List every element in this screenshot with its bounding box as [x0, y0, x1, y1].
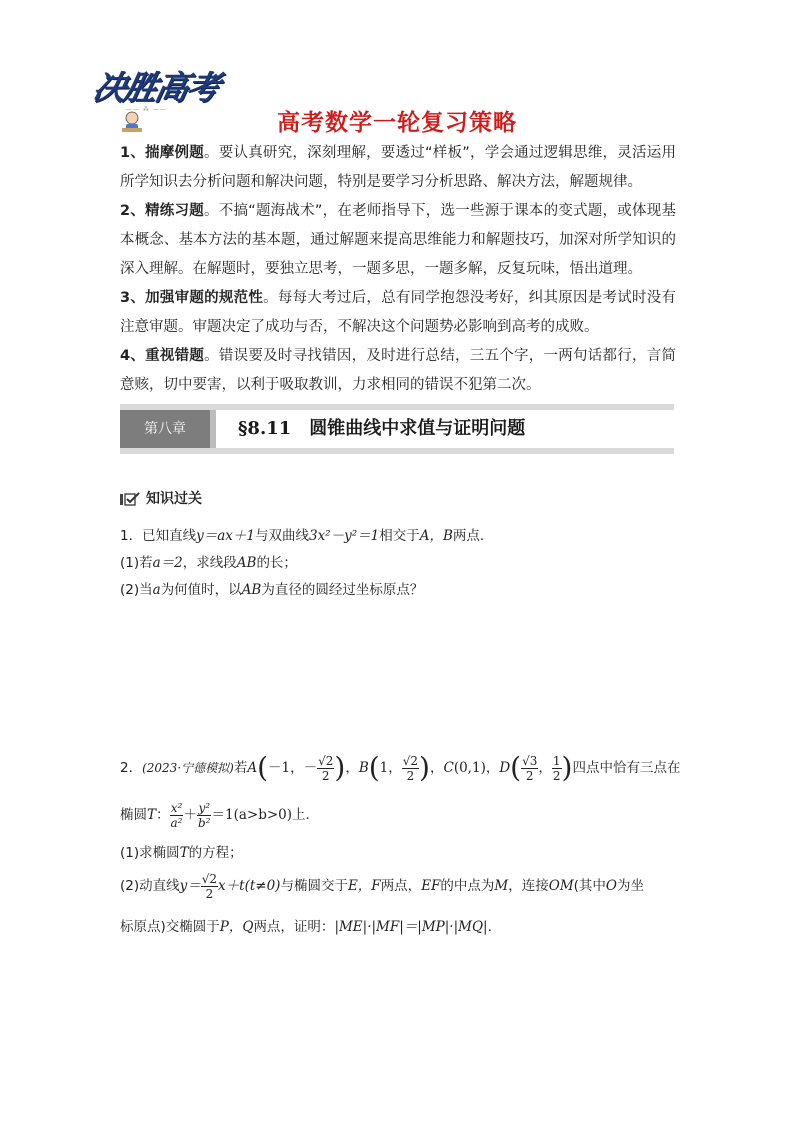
q1-text: 两点． — [452, 528, 494, 544]
denominator: 2 — [406, 768, 415, 783]
q1-variable: a — [152, 582, 161, 598]
q2-text: 若 — [233, 760, 248, 776]
section-heading — [120, 488, 202, 508]
q2-text: ： — [156, 807, 170, 823]
q1-text: 为直径的圆经过坐标原点？ — [261, 582, 424, 598]
strategy-2-text: 。不搞“题海战术”，在老师指导下，选一些源于课本的变式题，或体现基本概念、基本方法的基本题，通过解题来提高思维能力和解题技巧，加深对所学知识的深入理解。在解题时，要独立思考，一题多思，一题多解，反复玩味，悟出道理。 — [120, 203, 676, 277]
section-heading-text: 知识过关 — [146, 491, 202, 507]
q1-text: (1)若 — [120, 555, 153, 571]
q2-points: E，F — [347, 878, 381, 894]
q2-point-m: M — [494, 878, 509, 894]
chapter-banner — [120, 404, 674, 454]
q2-line-eq: y＝ — [179, 878, 201, 894]
q1-text: 的长； — [256, 555, 297, 571]
banner-separator — [210, 410, 216, 448]
q2-text: 标原点)交椭圆于 — [120, 919, 220, 935]
q2-points: P，Q — [219, 919, 254, 935]
strategy-1 — [120, 139, 676, 197]
q1-condition: a＝2 — [152, 555, 183, 571]
q2-line-eq: x＋t(t≠0) — [218, 878, 281, 894]
q2-coord: 1， — [379, 760, 402, 776]
banner-bottom-rule — [120, 448, 674, 454]
fraction — [197, 801, 212, 830]
q1-segment: AB — [236, 555, 257, 571]
q2-text: 两点，证明： — [253, 919, 335, 935]
denominator: 2 — [525, 768, 534, 783]
q2-source: (2023·宁德模拟) — [142, 761, 234, 775]
q1-text: 相交于 — [379, 528, 420, 544]
q2-coord: －1，－ — [268, 760, 318, 776]
q1-text: 为何值时，以 — [160, 582, 242, 598]
document-title: 高考数学一轮复习策略 — [277, 110, 517, 136]
denominator: 2 — [205, 886, 214, 901]
q2-ellipse-eq: ＝1(a>b>0) — [211, 807, 293, 823]
q2-text: 的中点为 — [440, 878, 495, 894]
fraction — [402, 754, 419, 783]
strategy-3 — [120, 284, 676, 342]
q2-part2-cont — [120, 915, 680, 935]
q2-coord: (0,1)， — [453, 760, 500, 776]
q1-segment: AB — [241, 582, 262, 598]
q1-text: ，求线段 — [182, 555, 237, 571]
q2-stem-line1 — [120, 748, 680, 788]
q2-text: (1)求椭圆 — [120, 845, 180, 861]
fraction — [521, 754, 538, 783]
q2-proof-eq: |ME|·|MF|＝|MP|·|MQ| — [334, 919, 488, 935]
q2-text: 的方程； — [188, 845, 243, 861]
q2-point-b: B — [358, 760, 369, 776]
fraction — [170, 801, 184, 830]
q2-segment: EF — [421, 878, 441, 894]
q2-text: 四点中恰有三点在 — [572, 760, 681, 776]
q2-text: 两点， — [380, 878, 422, 894]
strategy-2-lead: 2、精练习题 — [120, 203, 204, 219]
q2-comma: ， — [345, 760, 359, 776]
q1-points: A，B — [419, 528, 453, 544]
q1-line-eq: y＝ax＋1 — [196, 528, 255, 544]
q2-ellipse-name: T — [147, 807, 157, 823]
q2-point-o: O — [605, 878, 617, 894]
q2-text: (其中 — [573, 878, 606, 894]
numerator: √2 — [318, 753, 334, 768]
q2-segment: OM — [548, 878, 574, 894]
logo-subtext: —— ⁂ —— — [126, 106, 167, 113]
strategy-1-text: 。要认真研究，深刻理解，要透过“样板”，学会通过逻辑思维，灵活运用所学知识去分析问题和解决问题，特别是要学习分析思路、解决方法，解题规律。 — [120, 145, 676, 190]
q2-ellipse-name: T — [179, 845, 189, 861]
strategy-4 — [120, 342, 676, 400]
fraction — [552, 754, 562, 783]
chapter-title: §8.11 圆锥曲线中求值与证明问题 — [238, 418, 526, 439]
q1-text: 与双曲线 — [254, 528, 309, 544]
numerator: x² — [170, 800, 183, 815]
q2-point-c: C — [443, 760, 454, 776]
q1-hyperbola-eq: 3x²－y²＝1 — [308, 528, 380, 544]
q1-text: (2)当 — [120, 582, 153, 598]
logo-text: 决胜高考 — [89, 68, 222, 107]
q2-number: 2． — [120, 760, 143, 776]
q2-text: . — [487, 919, 492, 935]
denominator: 2 — [552, 768, 561, 783]
q2-part2 — [120, 866, 680, 906]
paren-close: ) — [561, 751, 573, 784]
numerator: √2 — [402, 753, 419, 768]
paren-close: ) — [334, 751, 346, 784]
numerator: 1 — [552, 753, 561, 768]
denominator: 2 — [321, 768, 330, 783]
strategy-3-lead: 3、加强审题的规范性 — [120, 290, 264, 306]
paren-open: ( — [368, 751, 380, 784]
numerator: y² — [198, 800, 211, 815]
q2-text: ，连接 — [508, 878, 549, 894]
q2-point-d: D — [499, 760, 511, 776]
checkmark-icon — [120, 492, 140, 506]
q1-part2 — [120, 578, 680, 598]
paren-close: ) — [419, 751, 430, 784]
q2-text: 为坐 — [617, 878, 644, 894]
denominator: a² — [170, 815, 183, 830]
q2-part1 — [120, 841, 680, 861]
q2-text: 与椭圆交于 — [280, 878, 348, 894]
fraction — [201, 872, 218, 901]
numerator: √3 — [522, 753, 538, 768]
q1-stem — [120, 524, 680, 544]
q2-text: 上． — [292, 807, 320, 823]
plus-sign: ＋ — [183, 807, 197, 823]
paren-open: ( — [257, 751, 268, 784]
strategy-3-text: 。每每大考过后，总有同学抱怨没考好，纠其原因是考试时没有注意审题。审题决定了成功与否，不解决这个问题势必影响到高考的成败。 — [120, 290, 677, 335]
chapter-tag: 第八章 — [120, 410, 210, 448]
q1-part1 — [120, 551, 680, 571]
numerator: √2 — [201, 871, 218, 886]
strategy-2 — [120, 197, 676, 284]
q2-text: 椭圆 — [120, 807, 147, 823]
paren-open: ( — [510, 751, 522, 784]
denominator: b² — [197, 815, 211, 830]
strategy-4-text: 。错误要及时寻找错因，及时进行总结，三五个字，一两句话都行，言简意赅，切中要害，以利于吸取教训，力求相同的错误不犯第二次。 — [120, 348, 677, 393]
q2-stem-line2 — [120, 797, 680, 833]
fraction — [317, 754, 334, 783]
q2-point-a: A — [247, 760, 258, 776]
q2-comma: ， — [429, 760, 444, 776]
strategy-1-lead: 1、揣摩例题 — [120, 145, 204, 161]
q2-comma: ， — [538, 760, 552, 776]
strategy-4-lead: 4、重视错题 — [120, 348, 205, 364]
q2-text: (2)动直线 — [120, 878, 180, 894]
q1-text: 1．已知直线 — [120, 528, 197, 544]
